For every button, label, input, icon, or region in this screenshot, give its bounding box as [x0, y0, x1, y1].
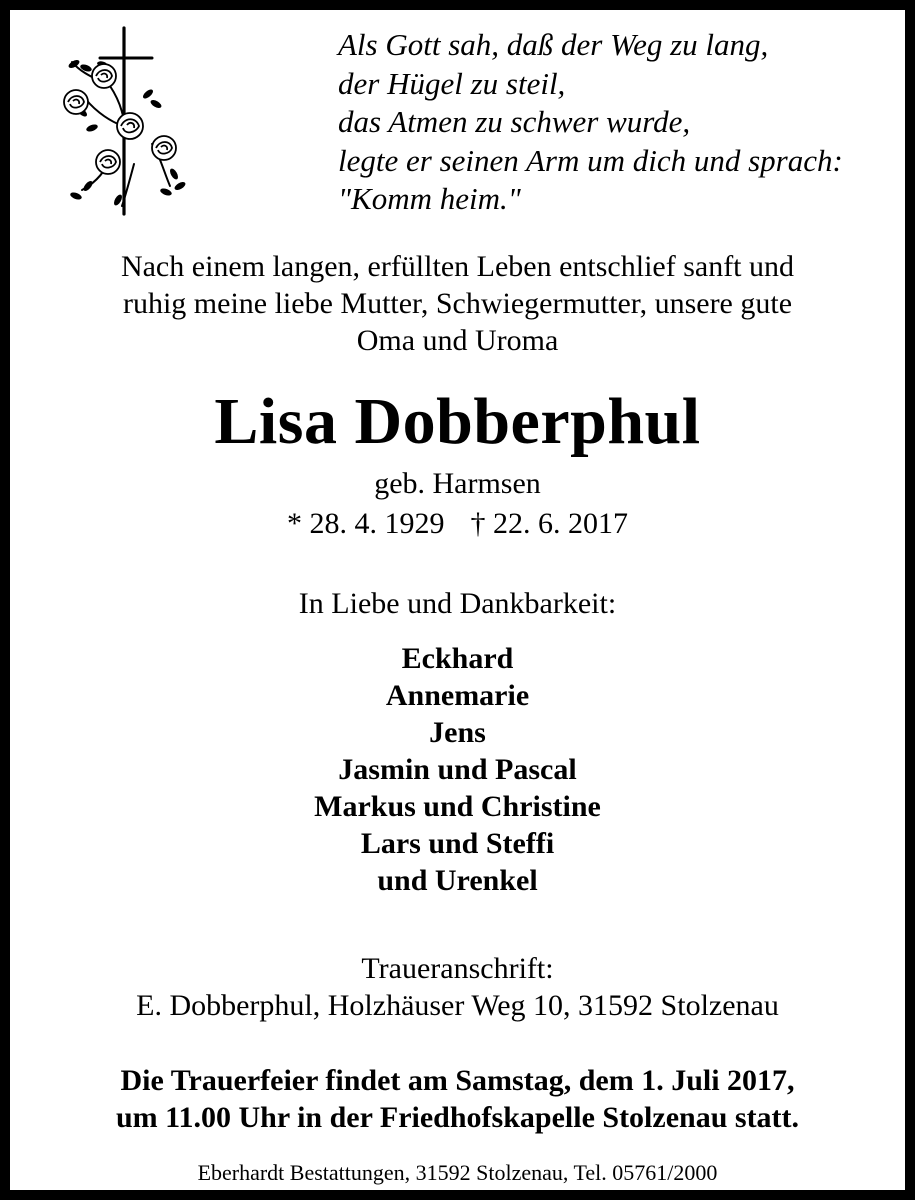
undertaker-footer: Eberhardt Bestattungen, 31592 Stolzenau, Tel. 05761/2000	[197, 1160, 718, 1185]
life-dates	[10, 506, 905, 542]
mourners-heading: In Liebe und Dankbarkeit:	[298, 587, 617, 620]
mourner-name: Markus und Christine	[314, 790, 601, 823]
address-label: Traueranschrift:	[361, 952, 554, 985]
cross-with-roses-icon	[52, 24, 202, 219]
intro-line: ruhig meine liebe Mutter, Schwiegermutter, unsere gute	[122, 287, 793, 320]
intro-line: Nach einem langen, erfüllten Leben entschlief sanft und	[120, 250, 795, 283]
mourner-name: Jens	[429, 716, 486, 749]
death-date: † 22. 6. 2017	[470, 507, 628, 540]
birth-date: * 28. 4. 1929	[287, 507, 445, 540]
poem-line: der Hügel zu steil,	[338, 65, 566, 101]
poem-line: legte er seinen Arm um dich und sprach:	[338, 142, 843, 178]
service-line: um 11.00 Uhr in der Friedhofskapelle Stolzenau statt.	[115, 1101, 800, 1134]
mourner-name: Lars und Steffi	[360, 827, 555, 860]
poem	[338, 26, 898, 219]
maiden-name: geb. Harmsen	[374, 467, 541, 500]
mourning-address	[10, 950, 905, 1024]
deceased-name: Lisa Dobberphul	[214, 385, 701, 458]
poem-line: das Atmen zu schwer wurde,	[338, 104, 691, 139]
intro-text	[10, 248, 905, 359]
mourner-name: Eckhard	[401, 642, 514, 675]
intro-line: Oma und Uroma	[356, 324, 559, 357]
poem-line: "Komm heim."	[338, 181, 521, 216]
mourner-name: Annemarie	[385, 679, 530, 712]
poem-line: Als Gott sah, daß der Weg zu lang,	[338, 27, 769, 62]
funeral-service-info	[10, 1062, 905, 1136]
mourners-list	[10, 640, 905, 899]
service-line: Die Trauerfeier findet am Samstag, dem 1. Juli 2017,	[120, 1064, 795, 1097]
address-value: E. Dobberphul, Holzhäuser Weg 10, 31592 Stolzenau	[136, 989, 779, 1022]
mourner-name: Jasmin und Pascal	[338, 753, 577, 786]
mourner-name: und Urenkel	[377, 864, 538, 897]
